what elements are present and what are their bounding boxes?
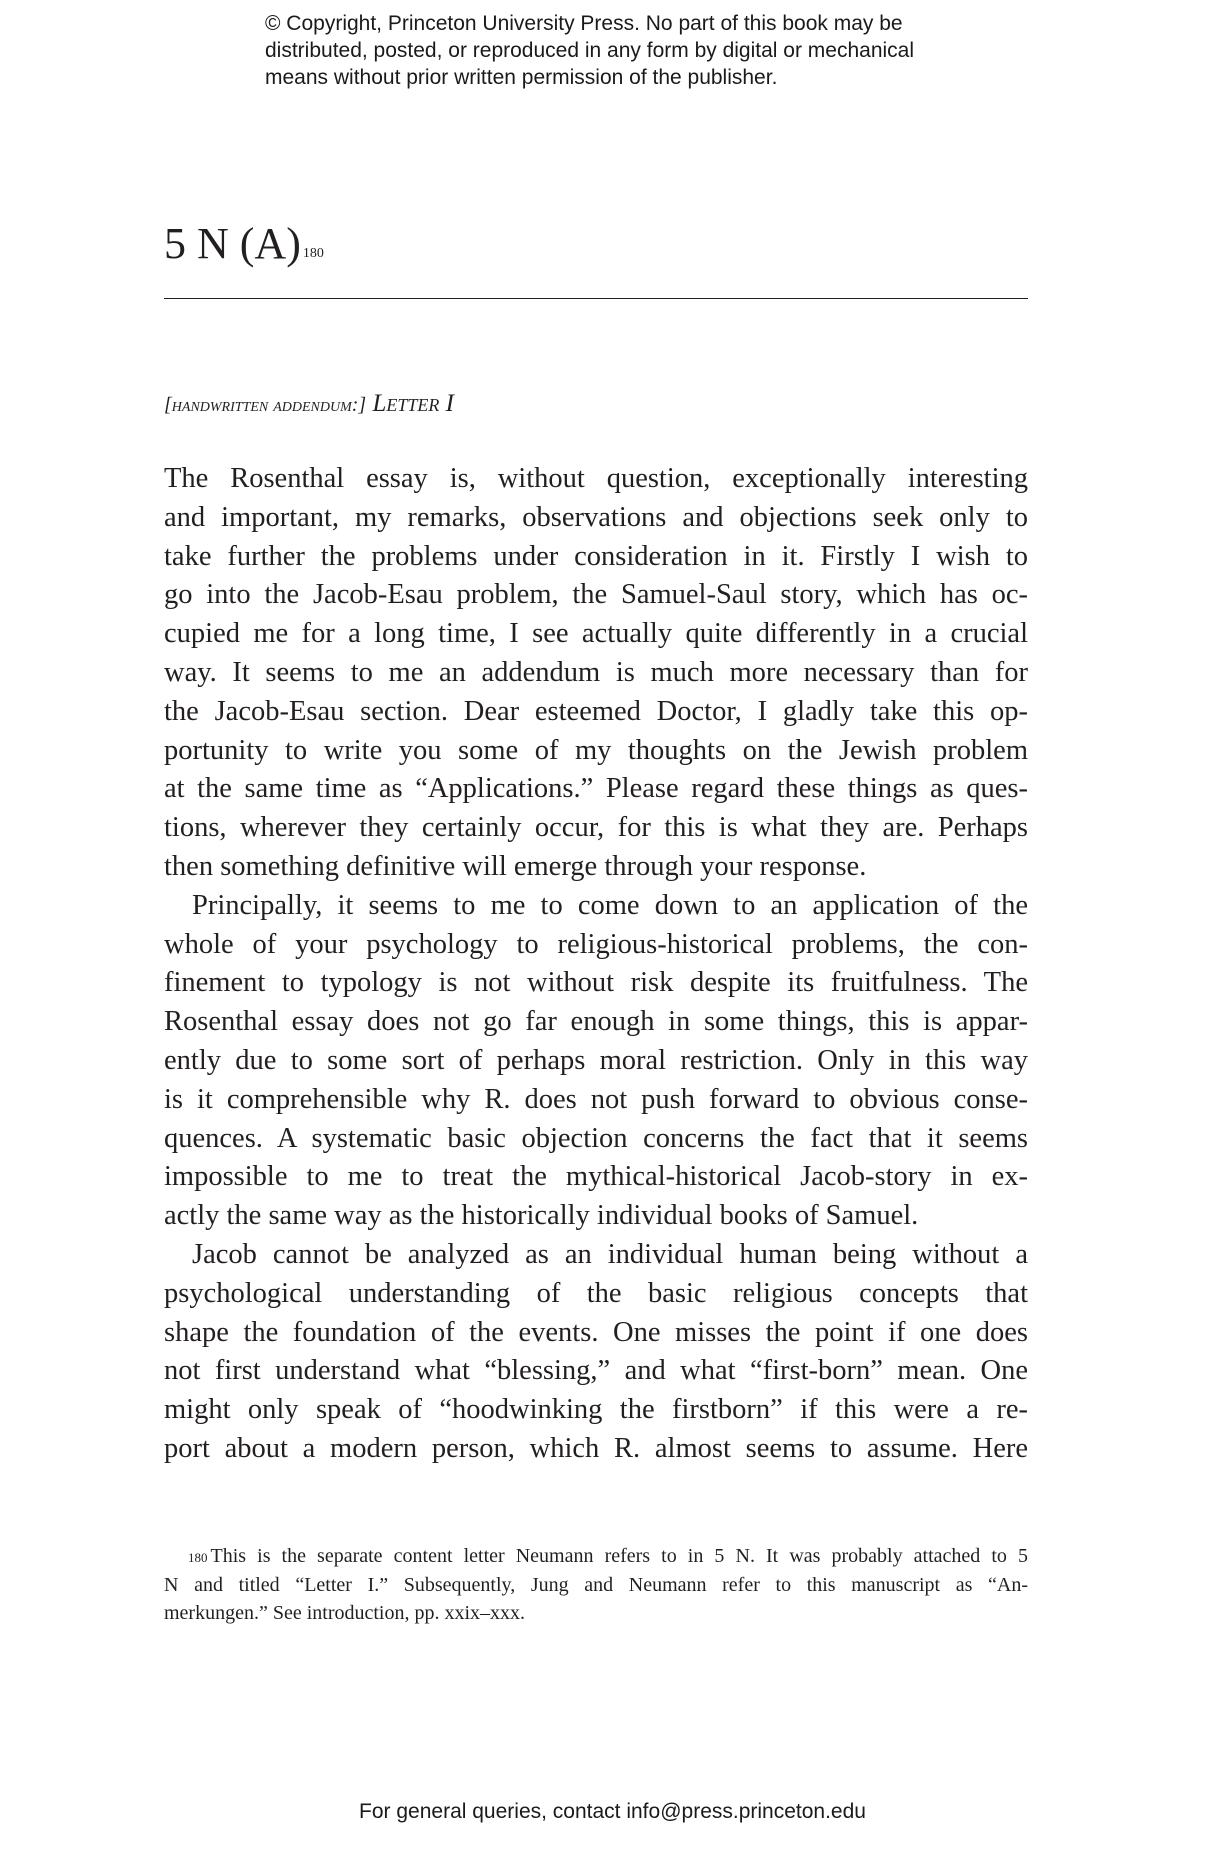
footnote-line: N and titled “Letter I.” Subsequently, Jung and Neumann refer to this manuscript as “An- (164, 1573, 1028, 1596)
body-line: portunity to write you some of my thoughts on the Jewish problem (164, 734, 1028, 766)
addendum-label: [handwritten addendum:] (164, 394, 367, 416)
paragraph-2 (164, 887, 1028, 1236)
body-line: way. It seems to me an addendum is much more necessary than for (164, 656, 1028, 688)
addendum-heading (164, 388, 454, 421)
title-divider (164, 298, 1028, 299)
letter-body (164, 460, 1028, 1469)
footnote (164, 1542, 1028, 1628)
copyright-line-1: © Copyright, Princeton University Press. No part of this book may be (265, 12, 903, 35)
body-line: whole of your psychology to religious-historical problems, the con- (164, 928, 1028, 960)
body-line: cupied me for a long time, I see actually quite differently in a crucial (164, 618, 1028, 650)
copyright-notice (265, 10, 1025, 91)
body-line: and important, my remarks, observations and objections seek only to (164, 501, 1028, 533)
footnote-number: 180 (188, 1550, 208, 1565)
paragraph-1 (164, 460, 1028, 887)
body-line: shape the foundation of the events. One misses the point if one does (164, 1316, 1028, 1348)
footnote-line (164, 1542, 1028, 1571)
body-line: is it comprehensible why R. does not push forward to obvious conse- (164, 1083, 1028, 1115)
body-line: then something definitive will emerge through your response. (164, 850, 867, 882)
body-line: Jacob cannot be analyzed as an individual human being without a (192, 1238, 1028, 1270)
footer-text: For general queries, contact info@press.princeton.edu (359, 1800, 866, 1823)
body-line: finement to typology is not without risk despite its fruitfulness. The (164, 967, 1028, 999)
contact-footer (0, 1798, 1225, 1826)
body-line: the Jacob-Esau section. Dear esteemed Doctor, I gladly take this op- (164, 695, 1028, 727)
body-line: go into the Jacob-Esau problem, the Samuel-Saul story, which has oc- (164, 579, 1028, 611)
body-line: The Rosenthal essay is, without question, exceptionally interesting (164, 463, 1028, 494)
body-line: not first understand what “blessing,” and what “first-born” mean. One (164, 1355, 1028, 1387)
addendum-title: Letter I (372, 390, 454, 417)
body-line: at the same time as “Applications.” Please regard these things as ques- (164, 773, 1028, 805)
chapter-title (164, 218, 324, 270)
body-line: Principally, it seems to me to come down to an application of the (192, 889, 1028, 921)
body-line: ently due to some sort of perhaps moral restriction. Only in this way (164, 1044, 1028, 1076)
footnote-text: This is the separate content letter Neumann refers to in 5 N. It was probably attached to 5 (210, 1545, 1028, 1567)
body-line: psychological understanding of the basic religious concepts that (164, 1277, 1028, 1309)
body-line: might only speak of “hoodwinking the firstborn” if this were a re- (164, 1394, 1028, 1426)
body-line: Rosenthal essay does not go far enough in some things, this is appar- (164, 1006, 1028, 1038)
body-line: impossible to me to treat the mythical-historical Jacob-story in ex- (164, 1161, 1028, 1193)
body-line: actly the same way as the historically individual books of Samuel. (164, 1200, 919, 1232)
chapter-footnote-ref[interactable]: 180 (302, 246, 324, 261)
footnote-line: merkungen.” See introduction, pp. xxix–xxx. (164, 1602, 526, 1624)
copyright-line-2: distributed, posted, or reproduced in any form by digital or mechanical (265, 39, 915, 62)
body-line: quences. A systematic basic objection concerns the fact that it seems (164, 1122, 1028, 1154)
body-line: take further the problems under consideration in it. Firstly I wish to (164, 540, 1028, 572)
body-line: tions, wherever they certainly occur, for this is what they are. Perhaps (164, 812, 1028, 844)
paragraph-3 (164, 1236, 1028, 1469)
body-line: port about a modern person, which R. almost seems to assume. Here (164, 1432, 1028, 1464)
copyright-line-3: means without prior written permission of the publisher. (265, 66, 778, 89)
chapter-title-text: 5 N (A) (164, 219, 301, 268)
